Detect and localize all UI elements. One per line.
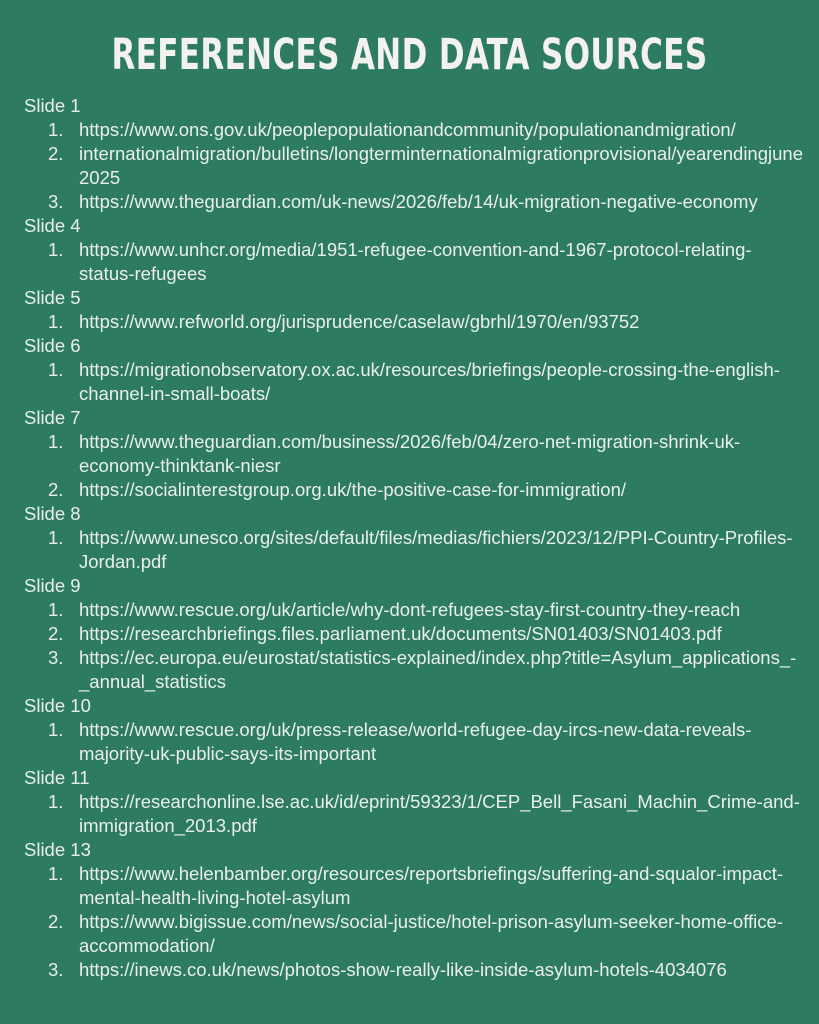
reference-url[interactable]: https://www.unesco.org/sites/default/files/medias/fichiers/2023/12/PPI-Country-Profiles-Jordan.pdf: [79, 527, 793, 572]
reference-number: 2.: [48, 479, 64, 500]
reference-item: [48, 430, 803, 478]
slide-reference-block: [24, 334, 803, 406]
reference-item: [48, 478, 803, 502]
reference-item: [48, 526, 803, 574]
reference-number: 1.: [48, 527, 64, 548]
reference-item: [48, 142, 803, 190]
reference-list: [24, 526, 803, 574]
reference-url[interactable]: https://www.helenbamber.org/resources/reportsbriefings/suffering-and-squalor-impact-mental-health-living-hotel-asylum: [79, 863, 784, 908]
reference-number: 3.: [48, 647, 64, 668]
reference-number: 1.: [48, 599, 64, 620]
reference-number: 2.: [48, 143, 64, 164]
reference-url[interactable]: https://www.rescue.org/uk/article/why-dont-refugees-stay-first-country-they-reach: [79, 599, 741, 620]
reference-url[interactable]: https://socialinterestgroup.org.uk/the-positive-case-for-immigration/: [79, 479, 627, 500]
reference-list: [24, 310, 803, 334]
reference-url[interactable]: https://www.theguardian.com/business/2026/feb/04/zero-net-migration-shrink-uk-economy-thinktank-niesr: [79, 431, 741, 476]
reference-number: 2.: [48, 623, 64, 644]
reference-list: [24, 358, 803, 406]
reference-list: [24, 790, 803, 838]
slide-reference-block: [24, 406, 803, 502]
reference-url[interactable]: https://inews.co.uk/news/photos-show-really-like-inside-asylum-hotels-4034076: [79, 959, 727, 980]
reference-number: 1.: [48, 239, 64, 260]
slide-reference-block: [24, 766, 803, 838]
slide-reference-block: [24, 286, 803, 334]
slide-reference-block: [24, 94, 803, 214]
reference-item: [48, 238, 803, 286]
slide-label: Slide 5: [24, 287, 81, 308]
slide-label: Slide 7: [24, 407, 81, 428]
page-title: REFERENCES AND DATA SOURCES: [111, 30, 708, 80]
slide-label: Slide 11: [24, 767, 90, 788]
reference-item: [48, 862, 803, 910]
slide-reference-block: [24, 502, 803, 574]
reference-item: [48, 118, 803, 142]
reference-item: [48, 646, 803, 694]
reference-url[interactable]: https://www.refworld.org/jurisprudence/caselaw/gbrhl/1970/en/93752: [79, 311, 640, 332]
reference-url[interactable]: https://www.unhcr.org/media/1951-refugee-convention-and-1967-protocol-relating-status-refugees: [79, 239, 752, 284]
slide-label: Slide 1: [24, 95, 81, 116]
reference-item: [48, 598, 803, 622]
reference-list: [24, 718, 803, 766]
reference-url[interactable]: https://researchbriefings.files.parliament.uk/documents/SN01403/SN01403.pdf: [79, 623, 722, 644]
reference-list: [24, 238, 803, 286]
reference-url[interactable]: internationalmigration/bulletins/longterminternationalmigrationprovisional/yearendingjune2025: [79, 143, 803, 188]
reference-item: [48, 358, 803, 406]
reference-list: [24, 862, 803, 982]
reference-item: [48, 622, 803, 646]
reference-list: [24, 118, 803, 214]
reference-number: 3.: [48, 959, 64, 980]
reference-url[interactable]: https://www.bigissue.com/news/social-justice/hotel-prison-asylum-seeker-home-office-accommodation/: [79, 911, 783, 956]
reference-number: 2.: [48, 911, 64, 932]
reference-number: 1.: [48, 719, 64, 740]
reference-number: 1.: [48, 791, 64, 812]
slide-label: Slide 13: [24, 839, 91, 860]
reference-url[interactable]: https://migrationobservatory.ox.ac.uk/resources/briefings/people-crossing-the-english-channel-in-small-boats/: [79, 359, 780, 404]
reference-item: [48, 958, 803, 982]
slide-reference-block: [24, 838, 803, 982]
reference-number: 1.: [48, 359, 64, 380]
reference-url[interactable]: https://researchonline.lse.ac.uk/id/eprint/59323/1/CEP_Bell_Fasani_Machin_Crime-and-immigration_2013.pdf: [79, 791, 800, 836]
reference-item: [48, 718, 803, 766]
reference-url[interactable]: https://www.theguardian.com/uk-news/2026/feb/14/uk-migration-negative-economy: [79, 191, 758, 212]
reference-item: [48, 910, 803, 958]
reference-item: [48, 790, 803, 838]
slide-label: Slide 8: [24, 503, 81, 524]
references-container: [0, 80, 819, 982]
reference-number: 1.: [48, 311, 64, 332]
slide-reference-block: [24, 574, 803, 694]
reference-item: [48, 310, 803, 334]
slide-reference-block: [24, 694, 803, 766]
slide-label: Slide 9: [24, 575, 81, 596]
slide-label: Slide 10: [24, 695, 91, 716]
reference-number: 3.: [48, 191, 64, 212]
reference-number: 1.: [48, 431, 64, 452]
reference-url[interactable]: https://ec.europa.eu/eurostat/statistics-explained/index.php?title=Asylum_applications_-_annual_statistics: [79, 647, 797, 692]
reference-url[interactable]: https://www.ons.gov.uk/peoplepopulationandcommunity/populationandmigration/: [79, 119, 736, 140]
reference-number: 1.: [48, 119, 64, 140]
reference-list: [24, 430, 803, 502]
reference-list: [24, 598, 803, 694]
reference-item: [48, 190, 803, 214]
reference-url[interactable]: https://www.rescue.org/uk/press-release/world-refugee-day-ircs-new-data-reveals-majority-uk-public-says-its-important: [79, 719, 752, 764]
slide-reference-block: [24, 214, 803, 286]
slide-label: Slide 4: [24, 215, 81, 236]
reference-number: 1.: [48, 863, 64, 884]
slide-label: Slide 6: [24, 335, 81, 356]
